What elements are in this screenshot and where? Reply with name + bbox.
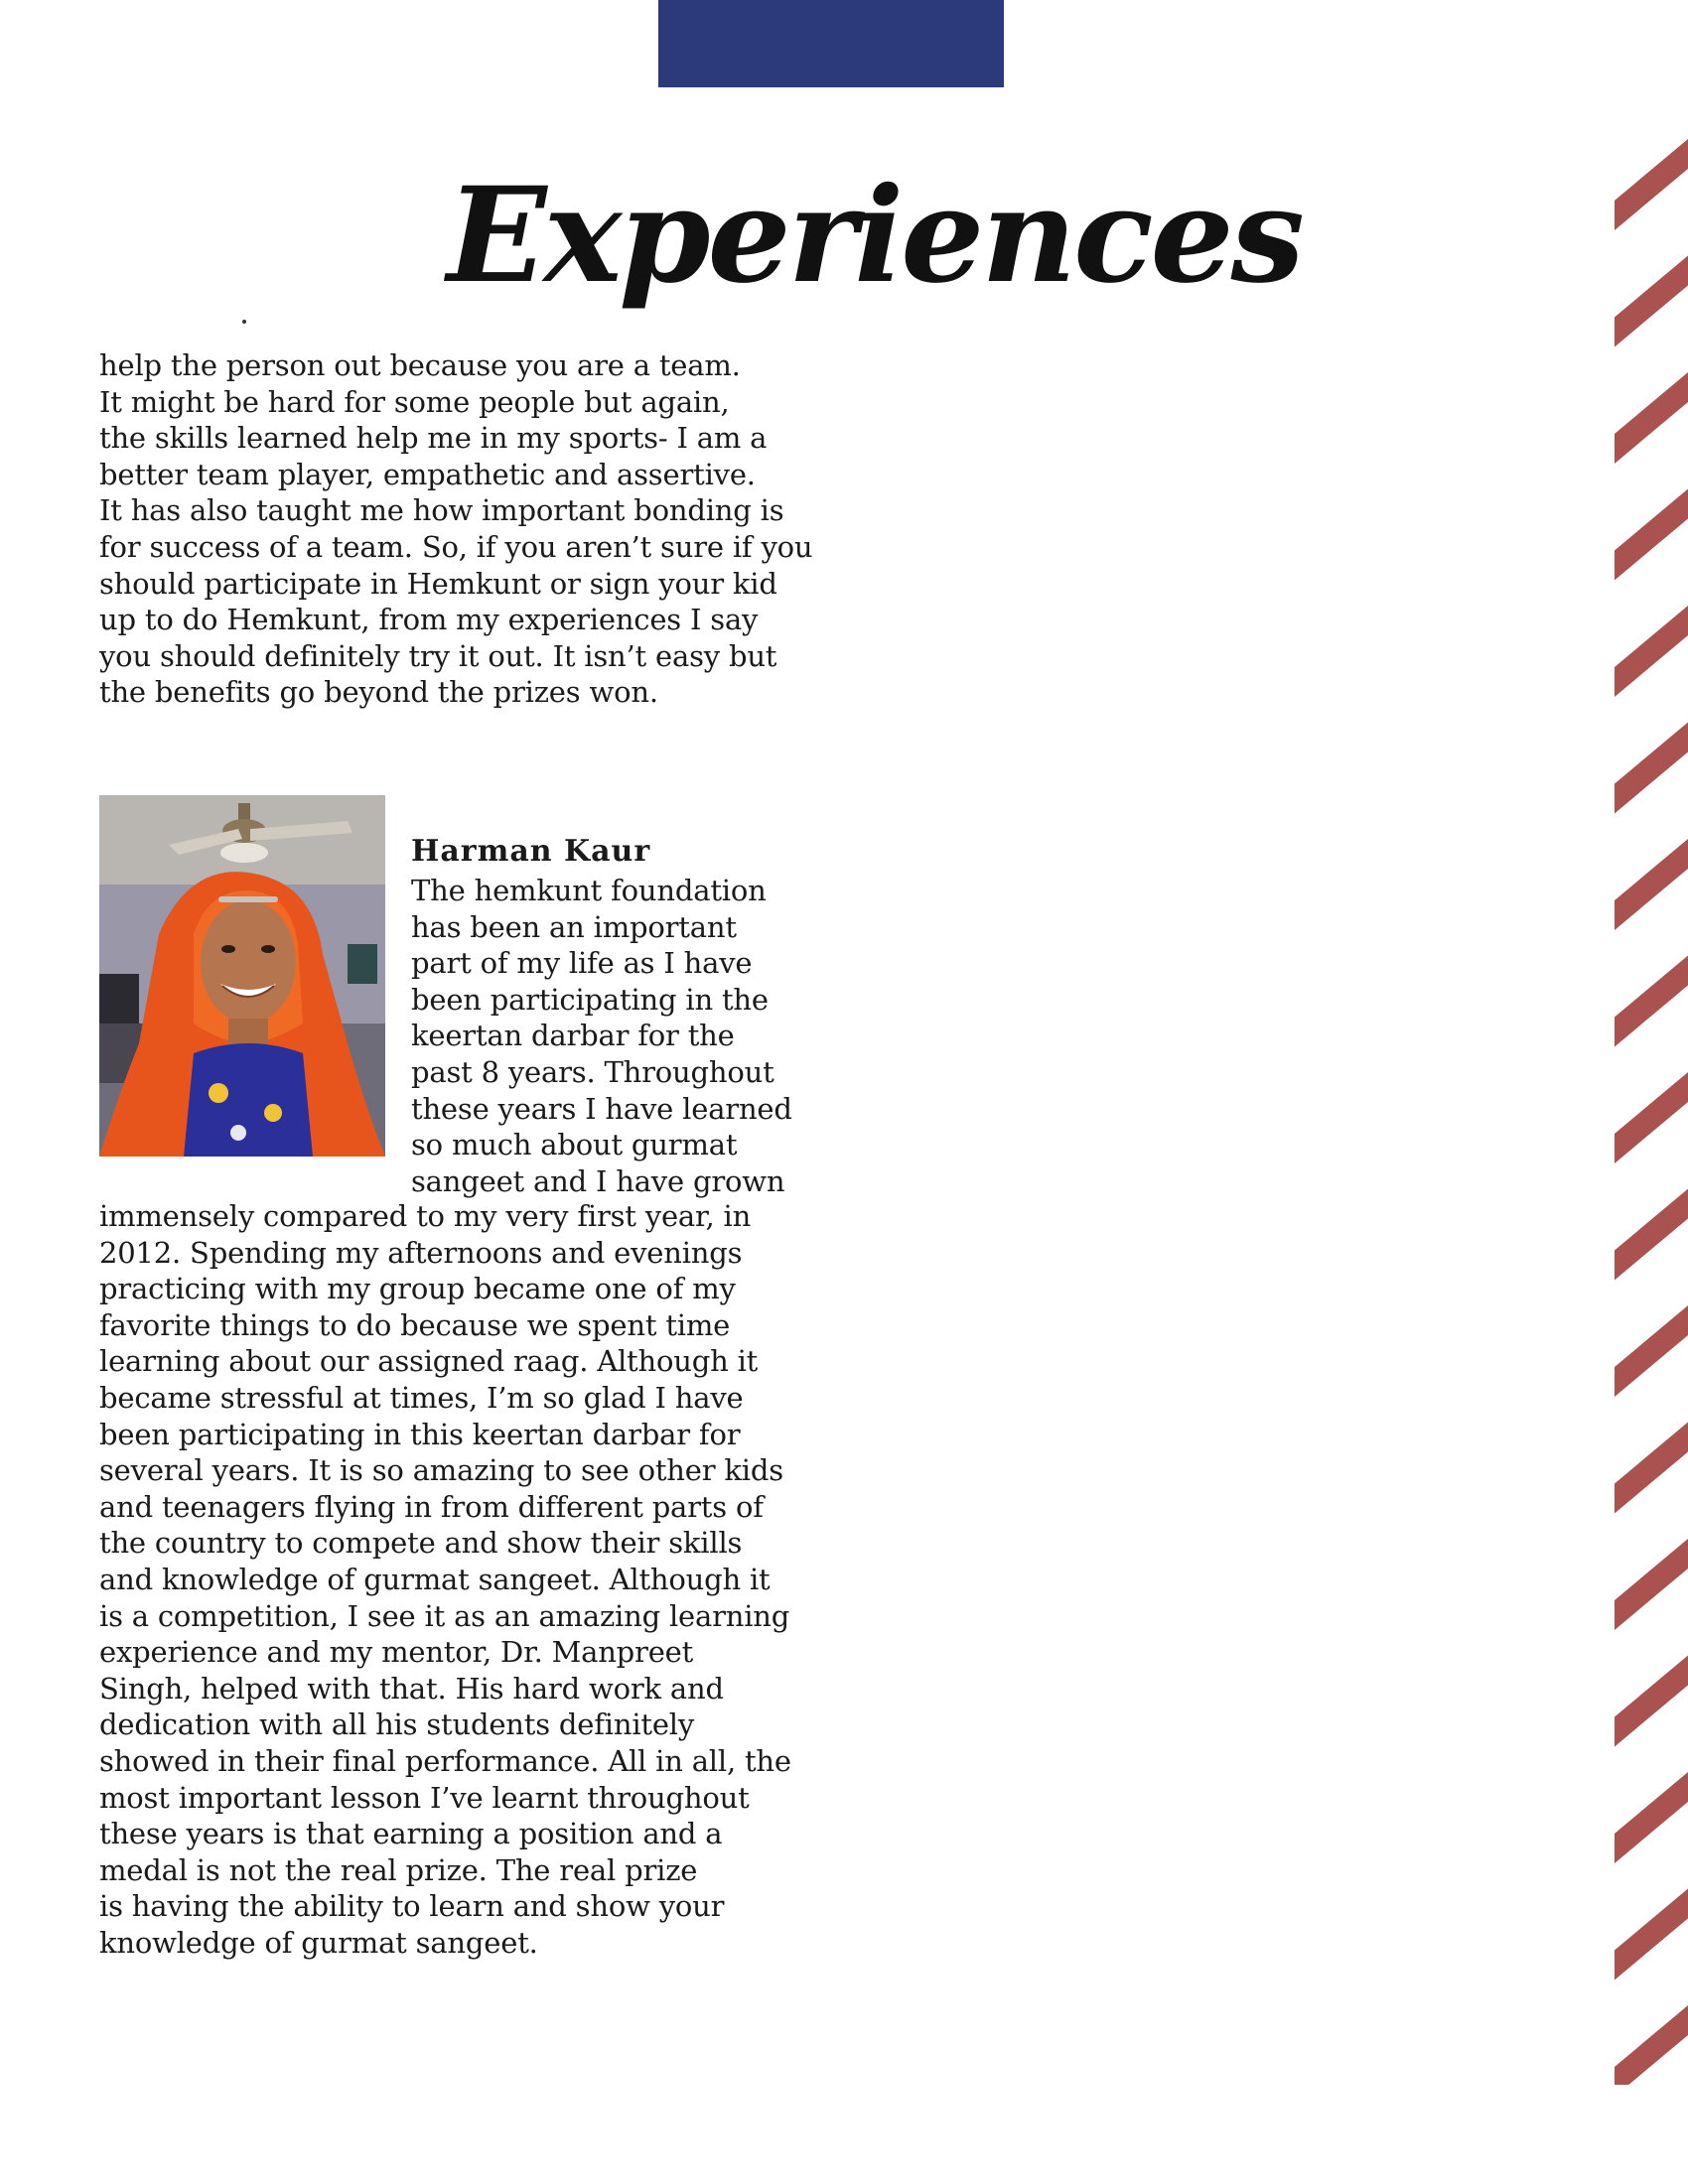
text-line: several years. It is so amazing to see other kids — [99, 1453, 783, 1488]
text-line: and teenagers flying in from different parts of — [99, 1489, 764, 1524]
text-line: sangeet and I have grown — [411, 1163, 785, 1198]
text-line: help the person out because you are a team. — [99, 348, 741, 382]
article-two-body — [99, 1198, 854, 1961]
stripe — [1615, 1305, 1688, 1397]
text-line: these years is that earning a position and a — [99, 1817, 723, 1851]
candy-stripe-border — [1615, 119, 1688, 2085]
text-line: practicing with my group became one of my — [99, 1272, 736, 1306]
stripe — [1615, 723, 1688, 814]
text-line: has been an important — [411, 909, 737, 944]
page-title — [437, 147, 1302, 336]
text-line: and knowledge of gurmat sangeet. Although it — [99, 1562, 771, 1596]
text-line: been participating in this keertan darbar for — [99, 1417, 741, 1451]
stripe — [1615, 23, 1688, 114]
text-line: should participate in Hemkunt or sign your kid — [99, 566, 777, 601]
text-line: showed in their final performance. All in all, the — [99, 1743, 791, 1778]
stripe — [1615, 1189, 1688, 1281]
stripe — [1615, 839, 1688, 930]
text-line: been participating in the — [411, 982, 769, 1017]
stripe — [1615, 1423, 1688, 1514]
text-line: the benefits go beyond the prizes won. — [99, 675, 658, 710]
text-line: the skills learned help me in my sports- I am a — [99, 421, 768, 456]
text-line: immensely compared to my very first year, in — [99, 1199, 752, 1233]
text-line: keertan darbar for the — [411, 1019, 735, 1053]
stripe — [1615, 2122, 1688, 2184]
text-line: is a competition, I see it as an amazing learning — [99, 1598, 790, 1633]
header-tab — [658, 0, 1004, 87]
stray-mark — [242, 320, 246, 324]
text-line: is having the ability to learn and show your — [99, 1889, 725, 1924]
stripe — [1615, 606, 1688, 697]
stripe — [1615, 1889, 1688, 1980]
text-line: 2012. Spending my afternoons and evenings — [99, 1235, 743, 1270]
stripe — [1615, 489, 1688, 581]
stripe — [1615, 2005, 1688, 2097]
text-line: most important lesson I’ve learnt throughout — [99, 1780, 750, 1815]
text-line: The hemkunt foundation — [411, 874, 767, 907]
stripe — [1615, 1772, 1688, 1863]
text-line: up to do Hemkunt, from my experiences I say — [99, 603, 759, 637]
text-line: you should definitely try it out. It isn’t easy but — [99, 638, 777, 673]
article-continued-text — [99, 347, 854, 711]
text-line: for success of a team. So, if you aren’t sure if you — [99, 529, 813, 564]
text-line: the country to compete and show their skills — [99, 1526, 743, 1561]
stripe — [1615, 956, 1688, 1047]
text-line: Singh, helped with that. His hard work and — [99, 1671, 724, 1706]
stripe — [1615, 1539, 1688, 1630]
article-two-body-text — [99, 1198, 854, 1961]
stripe — [1615, 1656, 1688, 1747]
author-photo — [99, 795, 385, 1157]
text-line: medal is not the real prize. The real prize — [99, 1852, 698, 1887]
article-two-intro-text — [411, 873, 848, 1199]
text-line: dedication with all his students definitely — [99, 1707, 695, 1742]
text-line: became stressful at times, I’m so glad I have — [99, 1380, 744, 1415]
text-line: experience and my mentor, Dr. Manpreet — [99, 1635, 694, 1670]
stripe — [1615, 372, 1688, 464]
article-continued — [99, 347, 854, 711]
article-two-intro — [411, 873, 848, 1199]
text-line: better team player, empathetic and assertive. — [99, 457, 756, 491]
text-line: past 8 years. Throughout — [411, 1054, 774, 1089]
stripe — [1615, 139, 1688, 230]
text-line: It might be hard for some people but again, — [99, 384, 730, 419]
text-line: It has also taught me how important bonding is — [99, 493, 784, 528]
text-line: knowledge of gurmat sangeet. — [99, 1925, 538, 1960]
svg-text:Experiences: Experiences — [447, 159, 1302, 313]
stripe — [1615, 1072, 1688, 1163]
author-name: Harman Kaur — [411, 834, 651, 869]
text-line: these years I have learned — [411, 1091, 792, 1126]
text-line: so much about gurmat — [411, 1128, 738, 1162]
stripe — [1615, 256, 1688, 347]
text-line: favorite things to do because we spent time — [99, 1307, 731, 1342]
text-line: part of my life as I have — [411, 946, 753, 981]
text-line: learning about our assigned raag. Although it — [99, 1344, 759, 1379]
